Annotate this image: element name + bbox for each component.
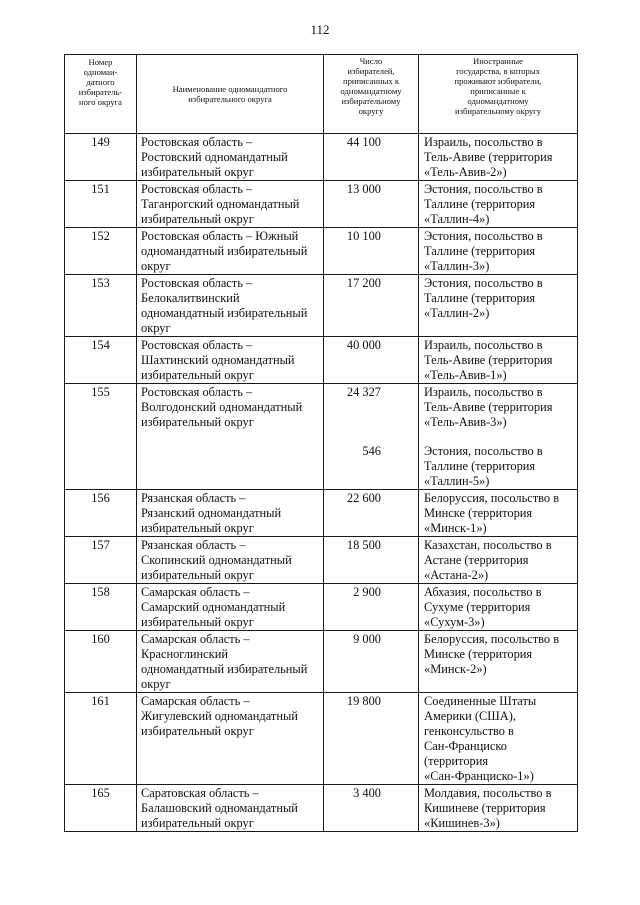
voter-count-value: 18 500 [346, 538, 381, 552]
constituency-name-line: Красноглинский [141, 647, 228, 661]
constituency-number: 160 [65, 631, 137, 693]
constituency-number: 158 [65, 584, 137, 631]
table-row [65, 490, 578, 537]
constituency-name [137, 134, 324, 181]
header-line: избиратель- [78, 87, 123, 97]
country-line: Эстония, посольство в [424, 182, 543, 196]
voter-count [324, 384, 419, 490]
voter-count [324, 785, 419, 832]
country-line: Израиль, посольство в [424, 135, 543, 149]
country-line: «Астана-2») [424, 568, 489, 582]
table-row [65, 584, 578, 631]
constituency-name-line: избирательный округ [141, 165, 254, 179]
constituency-number: 149 [65, 134, 137, 181]
foreign-country [419, 181, 578, 228]
constituency-name-line: одномандатный избирательный [141, 306, 308, 320]
table-row [65, 631, 578, 693]
header-line: избирательному [341, 96, 401, 106]
voter-count-value: 10 100 [346, 229, 381, 243]
header-line: одномаи- [83, 67, 118, 77]
constituency-name-line: Саратовская область – [141, 786, 259, 800]
country-line: Белоруссия, посольство в [424, 632, 560, 646]
constituency-name-line: Ростовская область – [141, 276, 253, 290]
header-country [419, 55, 578, 134]
constituency-name-line: Скопинский одномандатный [141, 553, 292, 567]
table-row [65, 693, 578, 785]
constituency-name-line: округ [141, 259, 171, 273]
voter-count [324, 584, 419, 631]
voter-count-value: 17 200 [346, 276, 381, 290]
country-entry [424, 338, 575, 383]
country-entry [424, 135, 575, 180]
constituency-table [64, 54, 578, 832]
header-line: Иностранные [473, 56, 523, 66]
table-row [65, 384, 578, 490]
voter-count-value: 3 400 [353, 786, 381, 800]
header-number [65, 55, 137, 134]
constituency-name [137, 228, 324, 275]
constituency-name-line: Самарская область – [141, 694, 250, 708]
country-line: Тель-Авиве (территория [424, 150, 553, 164]
constituency-name-line: одномандатный избирательный [141, 244, 308, 258]
country-line: Сан-Франциско [424, 739, 507, 753]
table-row [65, 134, 578, 181]
constituency-number: 157 [65, 537, 137, 584]
constituency-name-line: Рязанская область – [141, 538, 246, 552]
country-entry [424, 229, 575, 274]
header-count [324, 55, 419, 134]
foreign-country [419, 584, 578, 631]
header-line: датного [86, 77, 115, 87]
constituency-name-line: Рязанская область – [141, 491, 246, 505]
constituency-number: 155 [65, 384, 137, 490]
country-line: Белоруссия, посольство в [424, 491, 560, 505]
country-line: Минске (территория [424, 647, 533, 661]
constituency-number: 165 [65, 785, 137, 832]
constituency-name-line: Ростовская область – [141, 182, 253, 196]
header-line: одномандатному [467, 96, 529, 106]
country-line: «Таллин-5») [424, 474, 490, 488]
constituency-name-line: Жигулевский одномандатный [141, 709, 298, 723]
country-line: Эстония, посольство в [424, 229, 543, 243]
country-line: «Таллин-2») [424, 306, 490, 320]
foreign-country [419, 537, 578, 584]
foreign-country [419, 785, 578, 832]
voter-count [324, 631, 419, 693]
country-entry [424, 182, 575, 227]
constituency-name-line: Ростовская область – [141, 385, 253, 399]
voter-count-value: 44 100 [346, 135, 381, 149]
table-row [65, 275, 578, 337]
constituency-name-line: избирательный округ [141, 724, 254, 738]
country-line: Таллине (территория [424, 244, 536, 258]
foreign-country [419, 228, 578, 275]
table-row [65, 181, 578, 228]
country-line: «Кишинев-3») [424, 816, 500, 830]
constituency-name [137, 337, 324, 384]
constituency-name-line: избирательный округ [141, 415, 254, 429]
voter-count [324, 490, 419, 537]
country-line: генконсульство в [424, 724, 514, 738]
voter-count-value: 9 000 [353, 632, 381, 646]
country-entry [424, 694, 575, 784]
table-row [65, 785, 578, 832]
voter-count-value: 40 000 [346, 338, 381, 352]
constituency-name-line: Белокалитвинский [141, 291, 240, 305]
page-number: 112 [310, 22, 330, 37]
country-entry [424, 786, 575, 831]
voter-count [324, 537, 419, 584]
header-name: Наименование одномандатного избирательного округа [137, 55, 324, 134]
country-line: «Тель-Авив-3») [424, 415, 507, 429]
country-line: «Тель-Авив-1») [424, 368, 507, 382]
table-row [65, 537, 578, 584]
country-entry [424, 276, 575, 321]
header-line: избирательному округу [454, 106, 542, 116]
country-line: «Минск-1») [424, 521, 487, 535]
constituency-name-line: избирательный округ [141, 368, 254, 382]
constituency-name [137, 537, 324, 584]
table-row [65, 228, 578, 275]
constituency-number: 156 [65, 490, 137, 537]
constituency-name [137, 693, 324, 785]
header-line: государства, в которых [456, 66, 540, 76]
table-body [65, 134, 578, 832]
constituency-name-line: Самарская область – [141, 585, 250, 599]
country-line: Сухуме (территория [424, 600, 531, 614]
foreign-country [419, 631, 578, 693]
voter-count-value: 19 800 [346, 694, 381, 708]
country-entry [424, 585, 575, 630]
country-line: Израиль, посольство в [424, 338, 543, 352]
country-entry [424, 632, 575, 677]
constituency-name-line: избирательный округ [141, 816, 254, 830]
constituency-name [137, 275, 324, 337]
constituency-name-line: избирательный округ [141, 568, 254, 582]
header-line: избирателей, [347, 66, 395, 76]
constituency-name-line: избирательный округ [141, 521, 254, 535]
constituency-number: 152 [65, 228, 137, 275]
voter-count-value: 13 000 [346, 182, 381, 196]
constituency-number: 161 [65, 693, 137, 785]
country-line: (территория [424, 754, 489, 768]
voter-count [324, 337, 419, 384]
country-line: Кишиневе (территория [424, 801, 546, 815]
country-line: Абхазия, посольство в [424, 585, 542, 599]
country-entry [424, 444, 575, 489]
constituency-name-line: Ростовский одномандатный [141, 150, 288, 164]
voter-count [324, 181, 419, 228]
constituency-name-line: Балашовский одномандатный [141, 801, 298, 815]
country-entry [424, 491, 575, 536]
constituency-name [137, 490, 324, 537]
constituency-name [137, 584, 324, 631]
country-line: Тель-Авиве (территория [424, 353, 553, 367]
constituency-name-line: одномандатный избирательный [141, 662, 308, 676]
constituency-name-line: Самарский одномандатный [141, 600, 286, 614]
foreign-country [419, 337, 578, 384]
country-line: Эстония, посольство в [424, 276, 543, 290]
constituency-name-line: Ростовская область – [141, 135, 253, 149]
constituency-name-line: избирательный округ [141, 615, 254, 629]
constituency-number: 151 [65, 181, 137, 228]
country-line: Израиль, посольство в [424, 385, 543, 399]
constituency-name-line: округ [141, 677, 171, 691]
country-line: Казахстан, посольство в [424, 538, 552, 552]
country-line: Эстония, посольство в [424, 444, 543, 458]
header-line: Число [359, 56, 383, 66]
country-line: Таллине (территория [424, 197, 536, 211]
foreign-country [419, 384, 578, 490]
country-line: Астане (территория [424, 553, 529, 567]
foreign-country [419, 490, 578, 537]
constituency-name-line: округ [141, 321, 171, 335]
voter-count [324, 275, 419, 337]
table-header-row [65, 55, 578, 134]
voter-count [324, 693, 419, 785]
header-line: приписанных к [342, 76, 400, 86]
country-line: «Таллин-4») [424, 212, 490, 226]
country-line: «Сан-Франциско-1») [424, 769, 534, 783]
constituency-name [137, 384, 324, 490]
country-line: Таллине (территория [424, 459, 536, 473]
header-line: одномандатному [340, 86, 402, 96]
voter-count [324, 228, 419, 275]
country-line: Соединенные Штаты [424, 694, 537, 708]
constituency-name-line: Самарская область – [141, 632, 250, 646]
header-line: округу [358, 106, 384, 116]
header-line: ного округа [79, 97, 122, 107]
constituency-number: 154 [65, 337, 137, 384]
country-entry [424, 385, 575, 430]
country-line: «Тель-Авив-2») [424, 165, 507, 179]
country-line: «Таллин-3») [424, 259, 490, 273]
country-entry [424, 538, 575, 583]
foreign-country [419, 275, 578, 337]
country-line: Америки (США), [424, 709, 516, 723]
header-line: Номер [88, 57, 113, 67]
voter-count-value: 2 900 [353, 585, 381, 599]
constituency-name-line: Волгодонский одномандатный [141, 400, 303, 414]
voter-count-value: 22 600 [346, 491, 381, 505]
foreign-country [419, 693, 578, 785]
header-line: приписанные к [470, 86, 526, 96]
constituency-name-line: Ростовская область – [141, 338, 253, 352]
country-line: Минске (территория [424, 506, 533, 520]
country-line: Таллине (территория [424, 291, 536, 305]
header-line: проживают избиратели, [454, 76, 542, 86]
constituency-name [137, 181, 324, 228]
constituency-name-line: Рязанский одномандатный [141, 506, 282, 520]
foreign-country [419, 134, 578, 181]
country-line: Тель-Авиве (территория [424, 400, 553, 414]
country-line: «Сухум-3») [424, 615, 485, 629]
country-line: «Минск-2») [424, 662, 487, 676]
country-line: Молдавия, посольство в [424, 786, 552, 800]
constituency-name [137, 785, 324, 832]
constituency-name [137, 631, 324, 693]
constituency-name-line: избирательный округ [141, 212, 254, 226]
table-row [65, 337, 578, 384]
constituency-name-line: Ростовская область – Южный [141, 229, 299, 243]
constituency-name-line: Таганрогский одномандатный [141, 197, 300, 211]
constituency-number: 153 [65, 275, 137, 337]
voter-count-value: 24 327 [346, 385, 381, 399]
voter-count-value: 546 [362, 444, 381, 458]
voter-count [324, 134, 419, 181]
constituency-name-line: Шахтинский одномандатный [141, 353, 295, 367]
